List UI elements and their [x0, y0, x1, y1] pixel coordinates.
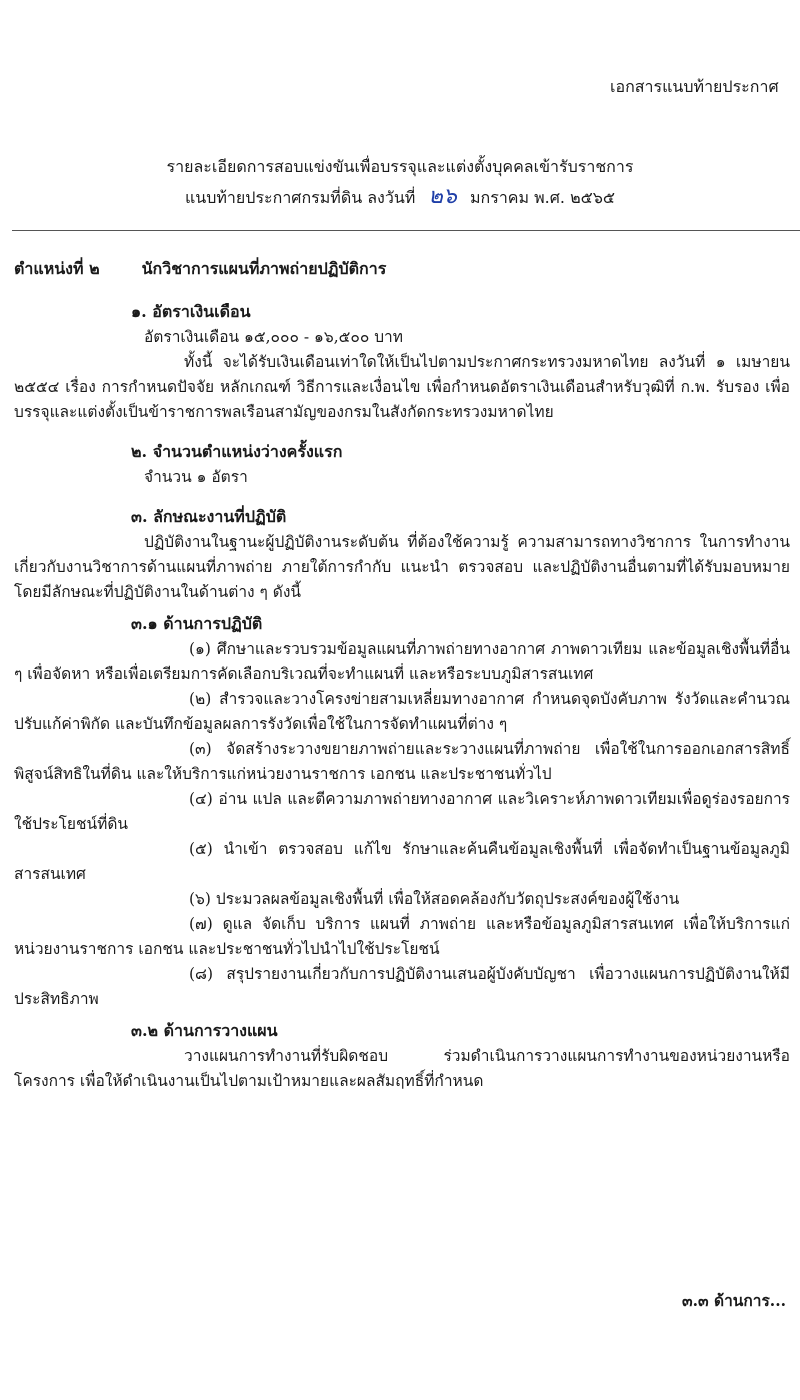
duty-item: (๓) จัดสร้างระวางขยายภาพถ่ายและระวางแผนที่ภาพถ่าย เพื่อใช้ในการออกเอกสารสิทธิ์พิสูจน์สิทธิในที่ดิน และให้บริการแก่หน่วยงานราชการ เอกชน และประชาชนทั่วไป: [14, 740, 790, 783]
title-line-1: รายละเอียดการสอบแข่งขันเพื่อบรรจุและแต่งตั้งบุคคลเข้ารับราชการ: [166, 157, 634, 176]
position-name: นักวิชาการแผนที่ภาพถ่ายปฏิบัติการ: [141, 259, 387, 278]
continuation-marker: ๓.๓ ด้านการ...: [682, 1291, 786, 1310]
duty-item: (๕) นำเข้า ตรวจสอบ แก้ไข รักษาและค้นคืนข้อมูลเชิงพื้นที่ เพื่อจัดทำเป็นฐานข้อมูลภูมิสารสนเทศ: [14, 840, 790, 883]
section-3-heading: ๓. ลักษณะงานที่ปฏิบัติ: [131, 507, 287, 526]
document-title: [0, 152, 800, 213]
document-body: [14, 256, 790, 1094]
title-line-2: [0, 182, 800, 213]
planning-text: วางแผนการทำงานที่รับผิดชอบ ร่วมดำเนินการวางแผนการทำงานของหน่วยงานหรือโครงการ เพื่อให้ดำเนินงานเป็นไปตามเป้าหมายและผลสัมฤทธิ์ที่กำหนด: [14, 1047, 790, 1090]
handwritten-day: ๒๖: [428, 184, 457, 209]
title-line-2-suffix: มกราคม พ.ศ. ๒๕๖๕: [469, 188, 616, 207]
duty-item: (๔) อ่าน แปล และตีความภาพถ่ายทางอากาศ และวิเคราะห์ภาพดาวเทียมเพื่อดูร่องรอยการใช้ประโยชน์ที่ดิน: [14, 790, 790, 833]
section-2-heading: ๒. จำนวนตำแหน่งว่างครั้งแรก: [131, 442, 343, 461]
section-1-heading: ๑. อัตราเงินเดือน: [131, 302, 251, 321]
subsection-3-1-heading: ๓.๑ ด้านการปฏิบัติ: [131, 614, 263, 633]
duty-item: (๖) ประมวลผลข้อมูลเชิงพื้นที่ เพื่อให้สอดคล้องกับวัตถุประสงค์ของผู้ใช้งาน: [189, 890, 680, 908]
salary-rate: อัตราเงินเดือน ๑๕,๐๐๐ - ๑๖,๕๐๐ บาท: [144, 328, 403, 346]
header-divider: [12, 230, 800, 231]
duty-item: (๑) ศึกษาและรวบรวมข้อมูลแผนที่ภาพถ่ายทางอากาศ ภาพดาวเทียม และข้อมูลเชิงพื้นที่อื่น ๆ เพื่อจัดหา หรือเพื่อเตรียมการคัดเลือกบริเวณที่จะทำแผนที่ และหรือระบบภูมิสารสนเทศ: [14, 640, 790, 683]
position-heading: [14, 256, 790, 281]
duty-item: (๗) ดูแล จัดเก็บ บริการ แผนที่ ภาพถ่าย และหรือข้อมูลภูมิสารสนเทศ เพื่อให้บริการแก่หน่วยงานราชการ เอกชน และประชาชนทั่วไปนำไปใช้ประโยชน์: [14, 915, 790, 958]
salary-note: ทั้งนี้ จะได้รับเงินเดือนเท่าใดให้เป็นไปตามประกาศกระทรวงมหาดไทย ลงวันที่ ๑ เมษายน ๒๕๕๔ เรื่อง การกำหนดปัจจัย หลักเกณฑ์ วิธีการและเงื่อนไข เพื่อกำหนดอัตราเงินเดือนสำหรับวุฒิที่ ก.พ. รับรอง เพื่อบรรจุและแต่งตั้งเป็นข้าราชการพลเรือนสามัญของกรมในสังกัดกระทรวงมหาดไทย: [14, 353, 790, 421]
title-line-2-prefix: แนบท้ายประกาศกรมที่ดิน ลงวันที่: [184, 188, 416, 207]
job-description-intro: ปฏิบัติงานในฐานะผู้ปฏิบัติงานระดับต้น ที่ต้องใช้ความรู้ ความสามารถทางวิชาการ ในการทำงานเกี่ยวกับงานวิชาการด้านแผนที่ภาพถ่าย ภายใต้การกำกับ แนะนำ ตรวจสอบ และปฏิบัติงานอื่นตามที่ได้รับมอบหมาย โดยมีลักษณะที่ปฏิบัติงานในด้านต่าง ๆ ดังนี้: [14, 533, 790, 601]
position-label: ตำแหน่งที่ ๒: [14, 259, 100, 278]
vacancy-count: จำนวน ๑ อัตรา: [144, 468, 248, 486]
duty-item: (๘) สรุปรายงานเกี่ยวกับการปฏิบัติงานเสนอผู้บังคับบัญชา เพื่อวางแผนการปฏิบัติงานให้มีประสิทธิภาพ: [14, 965, 790, 1008]
header-tag: เอกสารแนบท้ายประกาศ: [610, 77, 779, 96]
subsection-3-2-heading: ๓.๒ ด้านการวางแผน: [131, 1021, 278, 1040]
duty-item: (๒) สำรวจและวางโครงข่ายสามเหลี่ยมทางอากาศ กำหนดจุดบังคับภาพ รังวัดและคำนวณ ปรับแก้ค่าพิกัด และบันทึกข้อมูลผลการรังวัดเพื่อใช้ในการจัดทำแผนที่ต่าง ๆ: [14, 690, 790, 733]
